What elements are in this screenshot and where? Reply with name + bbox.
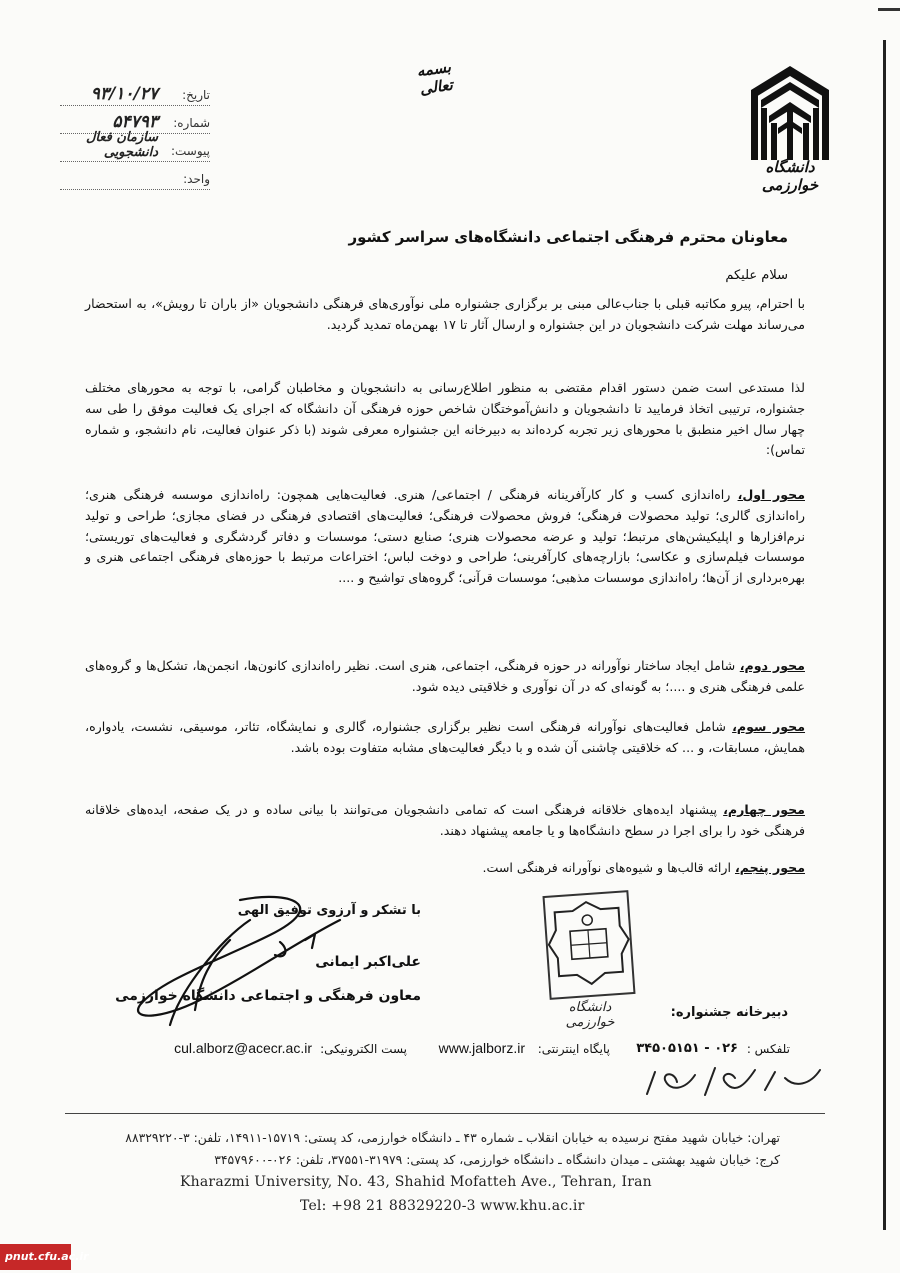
website-label: پایگاه اینترنتی: — [537, 1042, 610, 1056]
bismillah: بسمه تعالی — [415, 57, 454, 99]
handwritten-note-icon — [635, 1060, 835, 1105]
attachment-label: پیوست: — [170, 144, 210, 158]
footer-tehran-address: تهران: خیابان شهید مفتح نرسیده به خیابان انقلاب ـ شماره ۴۳ ـ دانشگاه خوارزمی، کد پستی: ۱۵۷۱۹-۱۴۹۱۱، تلفن: ۳-۸۸۳۲۹۲۲۰ — [125, 1130, 780, 1145]
watermark-badge: pnut.cfu.ac.ir — [0, 1244, 71, 1270]
number-value: ۵۴۷۹۳ — [112, 112, 158, 132]
email-value[interactable]: cul.alborz@acecr.ac.ir — [174, 1040, 312, 1056]
footer-english-address: Kharazmi University, No. 43, Shahid Mofatteh Ave., Tehran, Iran — [180, 1174, 652, 1190]
letter-meta — [60, 82, 210, 194]
footer-english-contact: Tel: +98 21 88329220-3 www.khu.ac.ir — [300, 1198, 585, 1214]
salutation: سلام علیکم — [725, 268, 788, 283]
axis-5-title: محور پنجم، — [734, 860, 805, 875]
signer-title: معاون فرهنگی و اجتماعی دانشگاه خوارزمی — [115, 988, 421, 1004]
attachment-row — [60, 130, 210, 162]
reference-label: واحد: — [183, 172, 210, 186]
axis-5 — [85, 858, 805, 879]
paragraph-extension: با احترام، پیرو مکاتبه قبلی با جناب‌عالی مبنی بر برگزاری جشنواره ملی نوآوری‌های فرهنگی دانشجویان «از باران تا رویش»، به استحضار می‌رساند مهلت شرکت دانشجویان در این جشنواره و ارسال آثار تا ۱۷ بهمن‌ماه تمدید گردید. — [85, 296, 805, 332]
date-row — [60, 82, 210, 106]
footer-divider — [65, 1113, 825, 1114]
date-label: تاریخ: — [182, 88, 210, 102]
number-label: شماره: — [173, 116, 210, 130]
university-name: دانشگاه خوارزمی — [761, 158, 819, 194]
axis-1-text: راه‌اندازی کسب و کار کارآفرینانه فرهنگی / اجتماعی/ هنری. فعالیت‌هایی همچون: راه‌اندازی موسسه فرهنگی هنری؛ راه‌اندازی گالری؛ تولید محصولات فرهنگی؛ فروش محصولات فرهنگی؛ فعالیت‌های اقتصادی فرهنگی در فضای مجازی؛ طراحی و تولید نرم‌افزارها و اپلیکیشن‌های مرتبط؛ تولید و عرضه محصولات هنری؛ صنایع دستی؛ موسسات و دفاتر گردشگری و فعالیت‌های توریستی؛ موسسات فیلم‌سازی و عکاسی؛ بازارچه‌های کارآفرینی؛ طراحی و دوخت لباس؛ اختراعات مرتبط با حوزه‌های فرهنگی اجتماعی هنری و بهره‌برداری از آن‌ها؛ راه‌اندازی موسسات مذهبی؛ موسسات قرآنی؛ گروه‌های تواشیح و .... — [85, 487, 805, 586]
axis-5-text: ارائه قالب‌ها و شیوه‌های نوآورانه فرهنگی است. — [482, 860, 735, 875]
attachment-value: سازمان فعال دانشجویی — [85, 130, 158, 160]
page-edge-line — [883, 40, 886, 1230]
axis-2 — [85, 656, 805, 698]
corner-mark — [878, 8, 900, 11]
reference-row — [60, 166, 210, 190]
telefax-value: ۰۲۶ - ۳۴۵۰۵۱۵۱ — [636, 1041, 738, 1056]
email-label: پست الکترونیکی: — [320, 1042, 407, 1056]
stamp-caption: دانشگاه خوارزمی — [565, 1000, 615, 1030]
closing-greeting: با تشکر و آرزوی توفیق الهی — [237, 903, 421, 918]
axis-4-title: محور چهارم، — [723, 802, 805, 817]
telefax-label: تلفکس : — [746, 1042, 790, 1056]
axis-1-title: محور اول، — [737, 487, 805, 502]
axis-2-text: شامل ایجاد ساختار نوآورانه در حوزه فرهنگی، اجتماعی، هنری است. نظیر راه‌اندازی کانون‌ها، انجمن‌ها، تشکل‌ها و گروه‌های علمی فرهنگی هنری و ....؛ به گونه‌ای که در آن نوآوری و خلاقیتی دیده شود. — [85, 658, 805, 694]
website-value[interactable]: www.jalborz.ir — [438, 1040, 525, 1056]
axis-3-title: محور سوم، — [732, 719, 806, 734]
date-value: ۹۳/۱۰/۲۷ — [90, 84, 158, 104]
secretariat-label: دبیرخانه جشنواره: — [670, 1005, 788, 1020]
axis-4 — [85, 800, 805, 842]
axis-4-text: پیشنهاد ایده‌های خلاقانه فرهنگی است که تمامی دانشجویان می‌توانند با بیانی ساده و در یک صفحه، ایده‌های خلاقانه فرهنگی خود را برای اجرا در سطح دانشگاه‌ها و یا جامعه پیشنهاد دهند. — [85, 802, 805, 838]
paragraph-request: لذا مستدعی است ضمن دستور اقدام مقتضی به منظور اطلاع‌رسانی به دانشجویان و مخاطبان گرامی، با توجه به محورهای مختلف جشنواره، ترتیبی اتخاذ فرمایید تا دانشجویان و دانش‌آموختگان شاخص حوزه فرهنگی آن دانشگاه که اجرای یک فعالیت موفق را طی سه چهار سال اخیر منطبق با محورهای زیر تجربه کرده‌اند به دبیرخانه این جشنواره معرفی شوند (با ذکر عنوان فعالیت، نام دانشجو، و شماره تماس): — [85, 380, 805, 458]
handwritten-signature-icon — [100, 880, 380, 1030]
letter-heading: معاونان محترم فرهنگی اجتماعی دانشگاه‌های سراسر کشور — [348, 228, 788, 246]
axis-3 — [85, 717, 805, 759]
footer-karaj-address: کرج: خیابان شهید بهشتی ـ میدان دانشگاه ـ دانشگاه خوارزمی، کد پستی: ۳۱۹۷۹-۳۷۵۵۱، تلفن: ۰۲۶-۳۴۵۷۹۶۰۰ — [214, 1152, 780, 1167]
axis-1 — [85, 485, 805, 589]
axis-2-title: محور دوم، — [739, 658, 805, 673]
signer-name: علی‌اکبر ایمانی — [315, 954, 421, 970]
official-stamp-icon — [539, 887, 638, 1003]
axis-3-text: شامل فعالیت‌های نوآورانه فرهنگی است نظیر برگزاری جشنواره، گالری و نمایشگاه، تئاتر، موسیقی، نشست، یادواره، همایش، مسابقات، و ... که خلاقیتی چاشنی آن شده و با دیگر فعالیت‌های مشابه متفاوت بوده باشد. — [85, 719, 805, 755]
